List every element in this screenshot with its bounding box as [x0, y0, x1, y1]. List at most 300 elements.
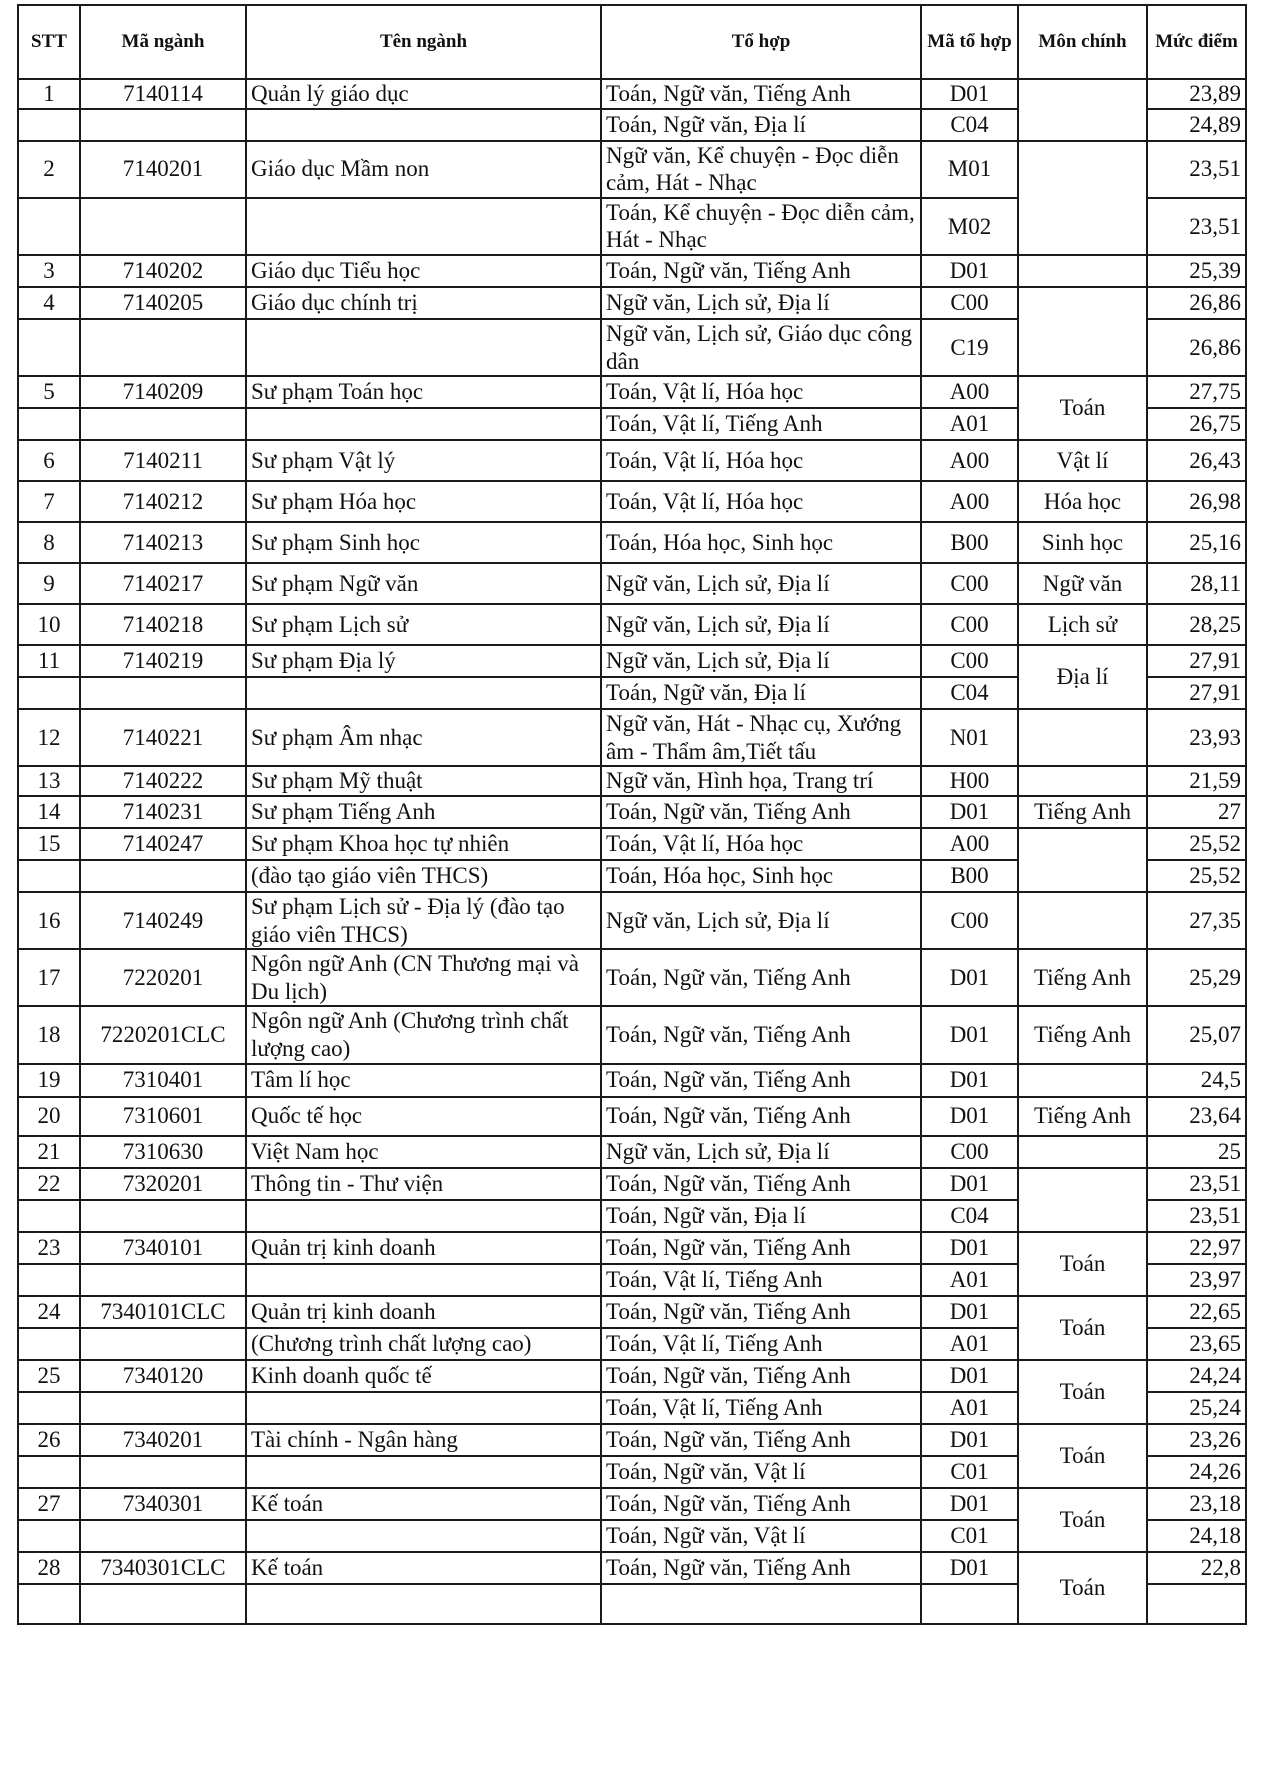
main-subject-cell: Toán	[1018, 1296, 1147, 1360]
stt-cell: 13	[18, 766, 80, 796]
score-cell: 23,97	[1147, 1264, 1246, 1296]
combo-cell: Toán, Vật lí, Hóa học	[601, 376, 921, 408]
combo-cell: Toán, Ngữ văn, Địa lí	[601, 1200, 921, 1232]
stt-cell	[18, 1328, 80, 1360]
major-name-cell: Quản trị kinh doanh	[246, 1296, 601, 1328]
combo-cell: Ngữ văn, Hình họa, Trang trí	[601, 766, 921, 796]
combo-code-cell: D01	[921, 1552, 1018, 1584]
combo-code-cell: A00	[921, 481, 1018, 522]
major-code-cell: 7140222	[80, 766, 246, 796]
combo-code-cell: C00	[921, 645, 1018, 677]
major-name-cell: Sư phạm Hóa học	[246, 481, 601, 522]
table-header	[18, 5, 1246, 79]
score-cell: 24,26	[1147, 1456, 1246, 1488]
combo-code-cell: D01	[921, 1424, 1018, 1456]
major-code-cell: 7340101	[80, 1232, 246, 1264]
score-cell: 23,26	[1147, 1424, 1246, 1456]
combo-cell: Toán, Ngữ văn, Tiếng Anh	[601, 1064, 921, 1097]
combo-code-cell: D01	[921, 255, 1018, 287]
score-cell: 23,65	[1147, 1328, 1246, 1360]
stt-cell: 22	[18, 1168, 80, 1200]
major-code-cell: 7140247	[80, 828, 246, 860]
major-name-cell	[246, 677, 601, 709]
combo-code-cell: C00	[921, 287, 1018, 319]
combo-cell: Toán, Ngữ văn, Tiếng Anh	[601, 1097, 921, 1136]
major-code-cell: 7140218	[80, 604, 246, 645]
combo-code-cell: D01	[921, 949, 1018, 1006]
stt-cell: 23	[18, 1232, 80, 1264]
score-cell: 25,52	[1147, 860, 1246, 892]
major-name-cell: Giáo dục Mầm non	[246, 141, 601, 198]
major-name-cell	[246, 1200, 601, 1232]
main-subject-cell: Ngữ văn	[1018, 563, 1147, 604]
table-row	[18, 1424, 1246, 1456]
stt-cell	[18, 1392, 80, 1424]
table-row	[18, 796, 1246, 828]
main-subject-cell	[1018, 1064, 1147, 1097]
stt-cell	[18, 860, 80, 892]
main-subject-cell: Toán	[1018, 1232, 1147, 1296]
table-row	[18, 828, 1246, 860]
combo-cell: Toán, Ngữ văn, Tiếng Anh	[601, 255, 921, 287]
main-subject-cell: Toán	[1018, 1360, 1147, 1424]
stt-cell: 19	[18, 1064, 80, 1097]
score-cell: 23,93	[1147, 709, 1246, 766]
table-body	[18, 79, 1246, 1624]
major-code-cell: 7310401	[80, 1064, 246, 1097]
major-code-cell	[80, 677, 246, 709]
score-cell: 26,86	[1147, 319, 1246, 376]
combo-code-cell: M01	[921, 141, 1018, 198]
combo-cell: Toán, Ngữ văn, Tiếng Anh	[601, 1006, 921, 1063]
combo-cell: Toán, Ngữ văn, Địa lí	[601, 677, 921, 709]
major-code-cell: 7340301	[80, 1488, 246, 1520]
score-cell: 27,35	[1147, 892, 1246, 949]
combo-cell: Toán, Kể chuyện - Đọc diễn cảm, Hát - Nhạc	[601, 198, 921, 255]
combo-cell: Ngữ văn, Kể chuyện - Đọc diễn cảm, Hát - Nhạc	[601, 141, 921, 198]
main-subject-cell: Toán	[1018, 376, 1147, 440]
stt-cell	[18, 109, 80, 141]
major-code-cell: 7140201	[80, 141, 246, 198]
major-name-cell: (Chương trình chất lượng cao)	[246, 1328, 601, 1360]
major-name-cell: Ngôn ngữ Anh (Chương trình chất lượng cao)	[246, 1006, 601, 1063]
stt-cell: 24	[18, 1296, 80, 1328]
combo-code-cell: C00	[921, 563, 1018, 604]
major-code-cell: 7140249	[80, 892, 246, 949]
main-subject-cell: Lịch sử	[1018, 604, 1147, 645]
major-code-cell: 7140209	[80, 376, 246, 408]
stt-cell: 17	[18, 949, 80, 1006]
score-cell: 27	[1147, 796, 1246, 828]
combo-code-cell: A00	[921, 828, 1018, 860]
table-row	[18, 481, 1246, 522]
main-subject-cell	[1018, 255, 1147, 287]
major-code-cell: 7140202	[80, 255, 246, 287]
combo-code-cell: N01	[921, 709, 1018, 766]
major-code-cell: 7140212	[80, 481, 246, 522]
major-name-cell: Sư phạm Âm nhạc	[246, 709, 601, 766]
main-subject-cell	[1018, 1168, 1147, 1232]
stt-cell	[18, 1520, 80, 1552]
admission-score-table	[17, 4, 1247, 1625]
combo-code-cell: D01	[921, 1360, 1018, 1392]
major-name-cell	[246, 1520, 601, 1552]
combo-cell: Toán, Ngữ văn, Địa lí	[601, 109, 921, 141]
combo-cell: Toán, Ngữ văn, Tiếng Anh	[601, 1488, 921, 1520]
combo-cell: Toán, Vật lí, Tiếng Anh	[601, 1264, 921, 1296]
combo-cell: Toán, Ngữ văn, Tiếng Anh	[601, 1296, 921, 1328]
main-subject-cell: Địa lí	[1018, 645, 1147, 709]
major-code-cell: 7140213	[80, 522, 246, 563]
major-name-cell: Kinh doanh quốc tế	[246, 1360, 601, 1392]
combo-code-cell: D01	[921, 1232, 1018, 1264]
combo-code-cell: D01	[921, 79, 1018, 109]
score-cell: 22,65	[1147, 1296, 1246, 1328]
header-row	[18, 5, 1246, 79]
combo-cell: Ngữ văn, Lịch sử, Địa lí	[601, 645, 921, 677]
main-subject-cell	[1018, 892, 1147, 949]
main-subject-cell	[1018, 828, 1147, 892]
table-row	[18, 1488, 1246, 1520]
major-name-cell: Sư phạm Ngữ văn	[246, 563, 601, 604]
major-code-cell: 7140221	[80, 709, 246, 766]
table-row	[18, 1552, 1246, 1584]
score-cell: 23,51	[1147, 1200, 1246, 1232]
major-code-cell: 7340101CLC	[80, 1296, 246, 1328]
combo-code-cell: C04	[921, 109, 1018, 141]
header-combo-code: Mã tổ hợp	[921, 5, 1018, 79]
combo-cell: Toán, Vật lí, Hóa học	[601, 828, 921, 860]
combo-code-cell: M02	[921, 198, 1018, 255]
score-cell: 27,91	[1147, 677, 1246, 709]
combo-cell: Ngữ văn, Lịch sử, Địa lí	[601, 892, 921, 949]
major-code-cell: 7340120	[80, 1360, 246, 1392]
major-name-cell: Sư phạm Lịch sử	[246, 604, 601, 645]
major-code-cell: 7140205	[80, 287, 246, 319]
stt-cell	[18, 408, 80, 440]
stt-cell: 16	[18, 892, 80, 949]
header-stt: STT	[18, 5, 80, 79]
table-row	[18, 440, 1246, 481]
major-code-cell	[80, 1520, 246, 1552]
stt-cell	[18, 1456, 80, 1488]
major-code-cell: 7310601	[80, 1097, 246, 1136]
major-name-cell: (đào tạo giáo viên THCS)	[246, 860, 601, 892]
combo-cell: Toán, Ngữ văn, Tiếng Anh	[601, 79, 921, 109]
major-name-cell: Giáo dục Tiểu học	[246, 255, 601, 287]
table-row	[18, 892, 1246, 949]
combo-cell: Ngữ văn, Lịch sử, Địa lí	[601, 604, 921, 645]
combo-cell: Ngữ văn, Lịch sử, Địa lí	[601, 1136, 921, 1168]
main-subject-cell: Toán	[1018, 1488, 1147, 1552]
combo-code-cell: C00	[921, 892, 1018, 949]
stt-cell: 11	[18, 645, 80, 677]
combo-cell: Toán, Ngữ văn, Tiếng Anh	[601, 1232, 921, 1264]
header-score: Mức điểm	[1147, 5, 1246, 79]
combo-cell	[601, 1584, 921, 1624]
main-subject-cell: Tiếng Anh	[1018, 1097, 1147, 1136]
table-row	[18, 604, 1246, 645]
combo-code-cell: A00	[921, 440, 1018, 481]
table-row	[18, 1360, 1246, 1392]
stt-cell: 8	[18, 522, 80, 563]
combo-code-cell: B00	[921, 522, 1018, 563]
major-name-cell	[246, 1264, 601, 1296]
major-name-cell: Quản lý giáo dục	[246, 79, 601, 109]
major-name-cell: Tâm lí học	[246, 1064, 601, 1097]
table-row	[18, 1064, 1246, 1097]
major-name-cell: Việt Nam học	[246, 1136, 601, 1168]
major-code-cell	[80, 1392, 246, 1424]
main-subject-cell	[1018, 79, 1147, 141]
major-name-cell	[246, 319, 601, 376]
major-name-cell: Ngôn ngữ Anh (CN Thương mại và Du lịch)	[246, 949, 601, 1006]
score-cell: 25,39	[1147, 255, 1246, 287]
combo-cell: Toán, Ngữ văn, Vật lí	[601, 1456, 921, 1488]
combo-code-cell: C19	[921, 319, 1018, 376]
combo-cell: Toán, Ngữ văn, Tiếng Anh	[601, 949, 921, 1006]
stt-cell	[18, 1264, 80, 1296]
stt-cell	[18, 1584, 80, 1624]
stt-cell: 12	[18, 709, 80, 766]
combo-cell: Toán, Hóa học, Sinh học	[601, 522, 921, 563]
major-name-cell	[246, 408, 601, 440]
main-subject-cell: Tiếng Anh	[1018, 1006, 1147, 1063]
main-subject-cell	[1018, 709, 1147, 766]
stt-cell	[18, 319, 80, 376]
stt-cell: 14	[18, 796, 80, 828]
table-row	[18, 255, 1246, 287]
table-row	[18, 1006, 1246, 1063]
major-code-cell: 7340301CLC	[80, 1552, 246, 1584]
score-cell: 23,18	[1147, 1488, 1246, 1520]
score-cell: 23,51	[1147, 141, 1246, 198]
table-row	[18, 949, 1246, 1006]
table-row	[18, 766, 1246, 796]
score-cell: 25	[1147, 1136, 1246, 1168]
score-cell: 25,29	[1147, 949, 1246, 1006]
score-cell: 24,5	[1147, 1064, 1246, 1097]
combo-cell: Toán, Ngữ văn, Tiếng Anh	[601, 1552, 921, 1584]
header-major-name: Tên ngành	[246, 5, 601, 79]
table-row	[18, 1168, 1246, 1200]
stt-cell: 7	[18, 481, 80, 522]
combo-code-cell: C04	[921, 677, 1018, 709]
stt-cell: 4	[18, 287, 80, 319]
major-name-cell: Quốc tế học	[246, 1097, 601, 1136]
major-code-cell: 7220201CLC	[80, 1006, 246, 1063]
combo-cell: Ngữ văn, Lịch sử, Địa lí	[601, 563, 921, 604]
combo-code-cell: A01	[921, 1328, 1018, 1360]
main-subject-cell: Tiếng Anh	[1018, 949, 1147, 1006]
combo-code-cell: A00	[921, 376, 1018, 408]
stt-cell: 10	[18, 604, 80, 645]
main-subject-cell	[1018, 1136, 1147, 1168]
combo-code-cell: D01	[921, 1006, 1018, 1063]
major-name-cell	[246, 1584, 601, 1624]
combo-cell: Toán, Vật lí, Tiếng Anh	[601, 1328, 921, 1360]
score-cell: 27,75	[1147, 376, 1246, 408]
table-row	[18, 563, 1246, 604]
combo-code-cell: D01	[921, 1168, 1018, 1200]
major-code-cell	[80, 109, 246, 141]
major-code-cell	[80, 319, 246, 376]
stt-cell: 1	[18, 79, 80, 109]
major-code-cell	[80, 1584, 246, 1624]
major-code-cell: 7140114	[80, 79, 246, 109]
main-subject-cell	[1018, 141, 1147, 255]
score-cell: 23,51	[1147, 198, 1246, 255]
stt-cell	[18, 677, 80, 709]
combo-code-cell: C00	[921, 1136, 1018, 1168]
score-cell: 28,11	[1147, 563, 1246, 604]
major-name-cell: Sư phạm Toán học	[246, 376, 601, 408]
score-cell: 25,52	[1147, 828, 1246, 860]
combo-cell: Toán, Ngữ văn, Tiếng Anh	[601, 1424, 921, 1456]
header-main-subject: Môn chính	[1018, 5, 1147, 79]
major-code-cell	[80, 408, 246, 440]
major-name-cell: Sư phạm Tiếng Anh	[246, 796, 601, 828]
major-name-cell: Sư phạm Mỹ thuật	[246, 766, 601, 796]
table-row	[18, 376, 1246, 408]
stt-cell: 27	[18, 1488, 80, 1520]
stt-cell: 15	[18, 828, 80, 860]
main-subject-cell: Sinh học	[1018, 522, 1147, 563]
major-code-cell: 7320201	[80, 1168, 246, 1200]
score-cell: 22,8	[1147, 1552, 1246, 1584]
combo-code-cell: D01	[921, 1064, 1018, 1097]
major-name-cell	[246, 198, 601, 255]
score-cell: 25,24	[1147, 1392, 1246, 1424]
header-major-code: Mã ngành	[80, 5, 246, 79]
score-cell: 26,86	[1147, 287, 1246, 319]
major-name-cell: Kế toán	[246, 1552, 601, 1584]
combo-cell: Toán, Vật lí, Hóa học	[601, 440, 921, 481]
table-row	[18, 1232, 1246, 1264]
combo-code-cell: A01	[921, 408, 1018, 440]
stt-cell: 18	[18, 1006, 80, 1063]
stt-cell	[18, 198, 80, 255]
major-name-cell	[246, 109, 601, 141]
stt-cell: 25	[18, 1360, 80, 1392]
stt-cell: 2	[18, 141, 80, 198]
table-row	[18, 287, 1246, 319]
table-row	[18, 709, 1246, 766]
combo-code-cell: C00	[921, 604, 1018, 645]
table-row	[18, 1296, 1246, 1328]
combo-cell: Toán, Vật lí, Hóa học	[601, 481, 921, 522]
major-name-cell: Quản trị kinh doanh	[246, 1232, 601, 1264]
major-code-cell: 7140217	[80, 563, 246, 604]
stt-cell	[18, 1200, 80, 1232]
combo-code-cell: D01	[921, 796, 1018, 828]
header-combo: Tổ hợp	[601, 5, 921, 79]
major-code-cell: 7140219	[80, 645, 246, 677]
score-cell: 23,64	[1147, 1097, 1246, 1136]
major-name-cell: Sư phạm Lịch sử - Địa lý (đào tạo giáo viên THCS)	[246, 892, 601, 949]
stt-cell: 5	[18, 376, 80, 408]
combo-code-cell: C01	[921, 1456, 1018, 1488]
major-code-cell: 7140231	[80, 796, 246, 828]
combo-cell: Toán, Ngữ văn, Vật lí	[601, 1520, 921, 1552]
combo-cell: Toán, Ngữ văn, Tiếng Anh	[601, 1360, 921, 1392]
major-code-cell	[80, 198, 246, 255]
score-cell: 23,89	[1147, 79, 1246, 109]
major-name-cell: Thông tin - Thư viện	[246, 1168, 601, 1200]
combo-code-cell: C01	[921, 1520, 1018, 1552]
table-row	[18, 522, 1246, 563]
table-row	[18, 1097, 1246, 1136]
major-code-cell	[80, 1264, 246, 1296]
score-cell: 24,24	[1147, 1360, 1246, 1392]
major-name-cell: Sư phạm Địa lý	[246, 645, 601, 677]
major-name-cell: Sư phạm Vật lý	[246, 440, 601, 481]
main-subject-cell	[1018, 766, 1147, 796]
score-cell: 25,07	[1147, 1006, 1246, 1063]
score-cell: 26,98	[1147, 481, 1246, 522]
main-subject-cell: Toán	[1018, 1424, 1147, 1488]
main-subject-cell	[1018, 287, 1147, 376]
main-subject-cell: Tiếng Anh	[1018, 796, 1147, 828]
combo-cell: Toán, Vật lí, Tiếng Anh	[601, 1392, 921, 1424]
score-cell: 26,43	[1147, 440, 1246, 481]
major-code-cell: 7140211	[80, 440, 246, 481]
combo-code-cell: D01	[921, 1296, 1018, 1328]
major-code-cell: 7310630	[80, 1136, 246, 1168]
combo-cell: Toán, Ngữ văn, Tiếng Anh	[601, 1168, 921, 1200]
major-code-cell: 7220201	[80, 949, 246, 1006]
combo-code-cell: C04	[921, 1200, 1018, 1232]
combo-cell: Ngữ văn, Lịch sử, Giáo dục công dân	[601, 319, 921, 376]
stt-cell: 21	[18, 1136, 80, 1168]
stt-cell: 3	[18, 255, 80, 287]
major-code-cell	[80, 860, 246, 892]
score-cell: 23,51	[1147, 1168, 1246, 1200]
combo-cell: Ngữ văn, Hát - Nhạc cụ, Xướng âm - Thẩm âm,Tiết tấu	[601, 709, 921, 766]
combo-cell: Ngữ văn, Lịch sử, Địa lí	[601, 287, 921, 319]
stt-cell: 26	[18, 1424, 80, 1456]
score-cell: 24,18	[1147, 1520, 1246, 1552]
major-code-cell	[80, 1456, 246, 1488]
combo-code-cell: D01	[921, 1488, 1018, 1520]
main-subject-cell: Toán	[1018, 1552, 1147, 1624]
main-subject-cell: Vật lí	[1018, 440, 1147, 481]
combo-code-cell: A01	[921, 1264, 1018, 1296]
major-name-cell: Sư phạm Sinh học	[246, 522, 601, 563]
major-name-cell: Kế toán	[246, 1488, 601, 1520]
score-cell: 26,75	[1147, 408, 1246, 440]
major-code-cell	[80, 1200, 246, 1232]
major-name-cell: Sư phạm Khoa học tự nhiên	[246, 828, 601, 860]
stt-cell: 20	[18, 1097, 80, 1136]
table-row	[18, 1136, 1246, 1168]
stt-cell: 28	[18, 1552, 80, 1584]
combo-cell: Toán, Vật lí, Tiếng Anh	[601, 408, 921, 440]
combo-cell: Toán, Hóa học, Sinh học	[601, 860, 921, 892]
stt-cell: 9	[18, 563, 80, 604]
score-cell	[1147, 1584, 1246, 1624]
combo-code-cell: D01	[921, 1097, 1018, 1136]
score-cell: 25,16	[1147, 522, 1246, 563]
combo-cell: Toán, Ngữ văn, Tiếng Anh	[601, 796, 921, 828]
major-code-cell: 7340201	[80, 1424, 246, 1456]
score-cell: 22,97	[1147, 1232, 1246, 1264]
table-row	[18, 79, 1246, 109]
combo-code-cell: A01	[921, 1392, 1018, 1424]
major-code-cell	[80, 1328, 246, 1360]
table-row	[18, 141, 1246, 198]
combo-code-cell: H00	[921, 766, 1018, 796]
